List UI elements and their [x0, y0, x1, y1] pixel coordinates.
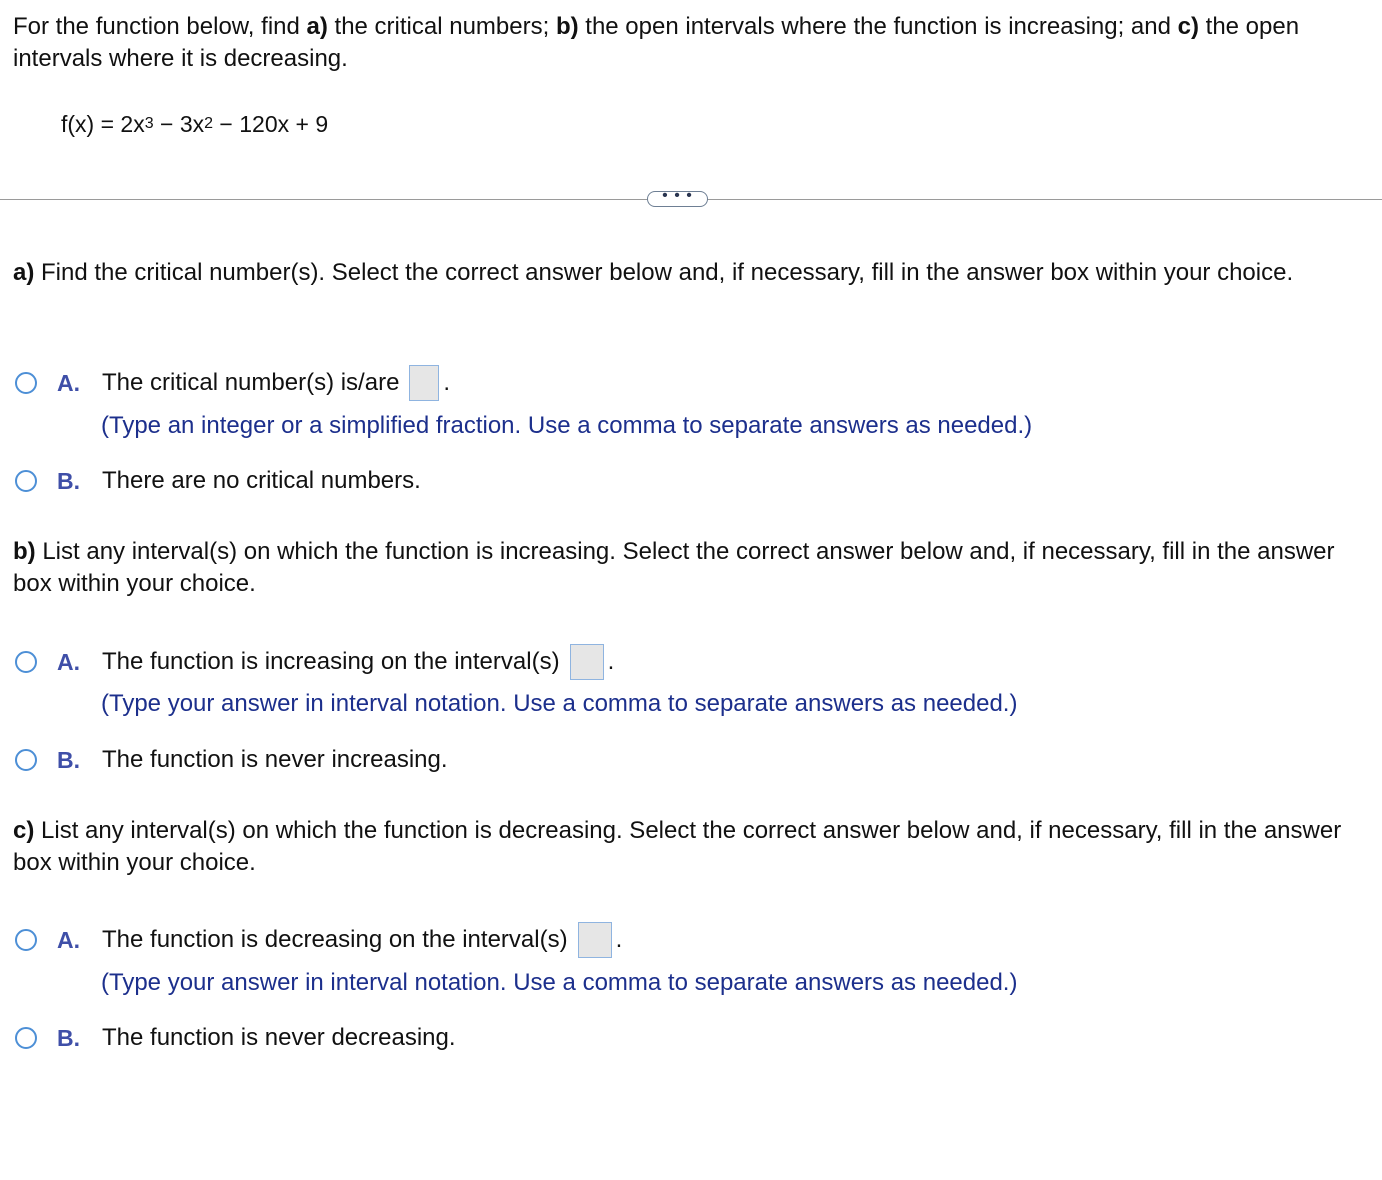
problem-statement — [13, 11, 1363, 75]
radio-button-a-a[interactable] — [15, 372, 37, 394]
formula-lhs: f(x) = 2x — [61, 111, 145, 137]
option-letter: B. — [57, 1024, 80, 1051]
period: . — [615, 926, 623, 953]
decreasing-interval-answer-input[interactable] — [578, 922, 612, 958]
option-letter: A. — [57, 648, 80, 675]
question-c-label: c) — [13, 817, 35, 844]
formula-exponent-3: 3 — [144, 115, 154, 132]
radio-button-b-a[interactable] — [15, 651, 37, 673]
option-a-text: The function is increasing on the interval(s) — [102, 648, 560, 675]
option-a-critical-numbers[interactable] — [15, 363, 485, 403]
question-b — [13, 536, 1368, 600]
option-b-never-decreasing[interactable] — [15, 1018, 495, 1058]
radio-button-c-b[interactable] — [15, 1027, 37, 1049]
option-b-text: There are no critical numbers. — [102, 467, 421, 494]
option-b-no-critical-numbers[interactable] — [15, 461, 455, 501]
option-a-text: The critical number(s) is/are — [102, 369, 400, 396]
intro-text-4: the open intervals where it is decreasing. — [13, 13, 1300, 72]
option-letter: A. — [57, 369, 80, 396]
expand-more-button[interactable] — [647, 187, 708, 207]
question-b-prompt: List any interval(s) on which the function is increasing. Select the correct answer below and, if necessary, fill in the answer box within your choice. — [13, 538, 1335, 597]
option-a-hint: (Type an integer or a simplified fraction. Use a comma to separate answers as needed.) — [101, 412, 1033, 439]
formula-mid: − 3x — [153, 111, 205, 137]
function-formula — [61, 108, 328, 140]
critical-numbers-answer-input[interactable] — [409, 365, 439, 401]
intro-text-3: the open intervals where the function is increasing; and — [578, 13, 1178, 40]
formula-rhs: − 120x + 9 — [213, 111, 329, 137]
intro-label-b: b) — [555, 13, 579, 40]
increasing-interval-answer-input[interactable] — [570, 644, 604, 680]
intro-label-a: a) — [306, 13, 328, 40]
option-letter: B. — [57, 467, 80, 494]
option-text — [102, 922, 622, 958]
question-a-label: a) — [13, 259, 35, 286]
question-a — [13, 257, 1368, 289]
option-b-text: The function is never increasing. — [102, 746, 448, 773]
option-a-text: The function is decreasing on the interval(s) — [102, 926, 568, 953]
period: . — [607, 648, 615, 675]
intro-text-1: For the function below, find — [13, 13, 307, 40]
ellipsis-icon: • • • — [662, 187, 693, 204]
intro-label-c: c) — [1177, 13, 1199, 40]
option-b-text: The function is never decreasing. — [102, 1024, 456, 1051]
option-letter: B. — [57, 746, 80, 773]
option-b-never-increasing[interactable] — [15, 740, 485, 780]
option-a-hint: (Type your answer in interval notation. Use a comma to separate answers as needed.) — [101, 969, 1018, 996]
question-b-label: b) — [13, 538, 36, 565]
radio-button-a-b[interactable] — [15, 470, 37, 492]
question-c-prompt: List any interval(s) on which the function is decreasing. Select the correct answer below and, if necessary, fill in the answer box within your choice. — [13, 817, 1342, 876]
period: . — [443, 369, 451, 396]
option-a-hint: (Type your answer in interval notation. Use a comma to separate answers as needed.) — [101, 690, 1018, 717]
question-c — [13, 815, 1368, 879]
option-text — [102, 644, 614, 680]
intro-text-2: the critical numbers; — [327, 13, 556, 40]
option-a-decreasing-interval[interactable] — [15, 920, 665, 960]
formula-exponent-2: 2 — [204, 115, 214, 132]
option-text — [102, 365, 450, 401]
option-letter: A. — [57, 926, 80, 953]
radio-button-b-b[interactable] — [15, 749, 37, 771]
radio-button-c-a[interactable] — [15, 929, 37, 951]
question-a-prompt: Find the critical number(s). Select the correct answer below and, if necessary, fill in the answer box within your choice. — [34, 259, 1294, 286]
option-a-increasing-interval[interactable] — [15, 642, 655, 682]
